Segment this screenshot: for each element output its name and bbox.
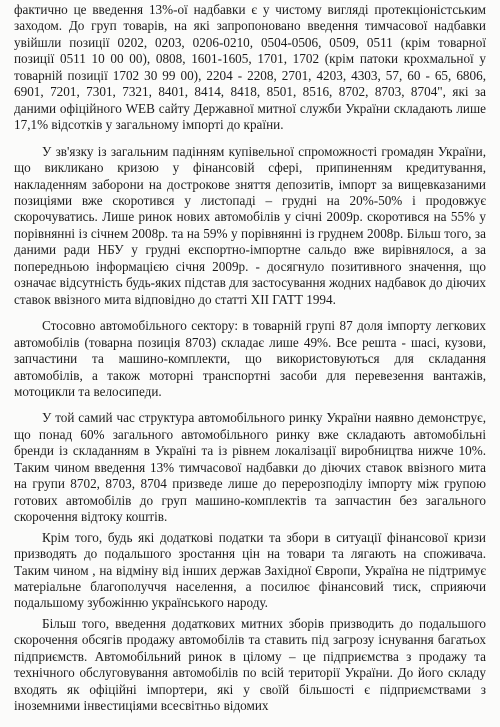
paragraph-tariff-groups: фактично це введення 13%-ої надбавки є у чистому вигляді протекціоністським заходом. До груп товарів, на які запропоновано введення тимчасової надбавки увійшли позиції 0202, 0203, 0206-0210, 0504-0506, 0509, 0511 (крім товарної позиції 0511 10 00 00), 0808, 1601-1605, 1701, 1702 (крім патоки крохмальної у товарній позиції 1702 30 99 00), 2204 - 2208, 2701, 4203, 4303, 57, 60 - 65, 6806, 6901, 7201, 7301, 7321, 8401, 8414, 8418, 8501, 8516, 8702, 8703, 8704", які за даними офіційного WEB сайту Державної митної служби України складають лише 17,1% відсотків у загальному імпорті до країни. [14, 2, 486, 133]
paragraph-market-structure: У той самий час структура автомобільного ринку України наявно демонструє, що понад 60% загального автомобільного ринку вже складають автомобільні бренди із складанням в Україні та із рівнем локалізації виробництва нижче 10%. Таким чином введення 13% тимчасової надбавки до діючих ставок ввізного мита на групи 8702, 8703, 8704 призведе лише до перерозподілу імпорту між групою готових автомобілів до груп машино-комплектів та запчастин без загального скорочення відтоку коштів. [14, 410, 486, 525]
paragraph-purchasing-power: У зв'язку із загальним падінням купівельної спроможності громадян України, що викликано кризою у фінансовій сфері, припиненням кредитування, накладенням заборони на дострокове зняття депозитів, імпорт за вищевказаними позиціями вже скоротився у листопаді – грудні на 20%-50% і продовжує скорочуватись. Лише ринок нових автомобілів у січні 2009р. скоротився на 55% у порівнянні із січнем 2008р. та на 59% у порівнянні із груднем 2008р. Більш того, за даними ради НБУ у грудні експортно-імпортне сальдо вже вирівнялося, а за попередньою інформацією січня 2009р. - досягнуло позитивного значення, що означає відсутність будь-яких підстав для застосування жодних надбавок до діючих ставок ввізного мита відповідно до статті XII ГАТТ 1994. [14, 143, 486, 307]
paragraph-consumer-impact: Крім того, будь які додаткові податки та збори в ситуації фінансової кризи призводять до подальшого зростання цін на товари та лягають на споживача. Таким чином , на відміну від інших держав Західної Європи, Україна не підтримує матеріальне благополуччя населення, а посилює фінансовий тиск, сприяючи подальшому зубожінню українського народу. [14, 529, 486, 611]
paragraph-automotive-sector: Стосовно автомобільного сектору: в товарній групі 87 доля імпорту легкових автомобілів (товарна позиція 8703) складає лише 49%. Все решта - шасі, кузови, запчастини та машино-комплекти, що використовуються для складання автомобілів, а також моторні транспортні засоби для перевезення вантажів, мотоцикли та велосипеди. [14, 318, 486, 399]
paragraph-sales-decline: Більш того, введення додаткових митних зборів призводить до подальшого скорочення обсягів продажу автомобілів та ставить під загрозу існування багатьох підприємств. Автомобільний ринок в цілому – це підприємства з продажу та технічного обслуговування автомобілів по всій території України. До його складу входять як офіційні імпортери, які у своїй більшості є підприємствами з іноземними інвестиціями всесвітньо відомих [14, 615, 486, 714]
